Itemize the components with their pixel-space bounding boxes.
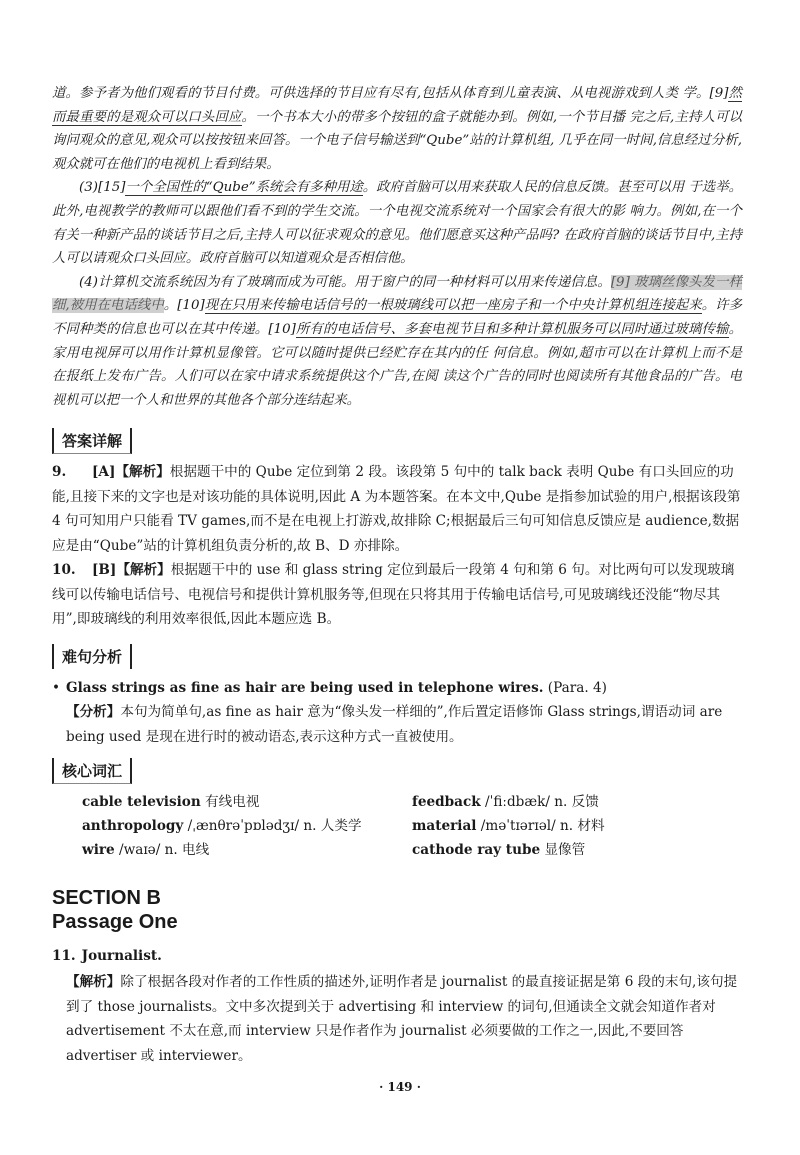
highlighted-sentence: [9] 玻璃丝像头发	[610, 274, 716, 290]
translation-paragraph-4: (4)计算机交流系统因为有了玻璃而成为可能。用于窗户的同一种材料可以用来传递信息。[9] 玻璃丝像头发一样细,被用在电话线中。[10]现在只用来传输电话信号的一根玻璃线可以把一座房子和一个中央计算机组连接起来。许多不同种类的信息也可以在其中传递。[10]所有的电话信号、多套电视节目和多种计算机服务可以同时通过玻璃传输。家用电视屏可以用作计算机显像管。它可以随时提供已经贮存在其内的任 何信息。例如,超市可以在计算机上而不是在报纸上发布广告。人们可以在家中请求系统提供这个广告,在阅 读这个广告的同时也阅读所有其他食品的广告。电视机可以把一个人和世界的其他各个部分连结起来。	[52, 274, 743, 408]
underlined-sentence: 现在只用来传输电话信号的一根玻璃线可以把一座房子和一个中央	[204, 298, 595, 314]
answer-explanation: 根据题干中的 use 和 glass string 定位到最后一段第 4 句和第 6 句。对比两句可以发现玻璃线可以传输电话信号、电视信号和提供计算机服务等,但现在只将其用于传输电话信号,可见玻璃线还没能“物尽其用”,即玻璃线的利用效率很低,因此本题应选 B。	[52, 562, 735, 627]
translation-block	[52, 82, 742, 412]
answer-11-explanation: 【解析】除了根据各段对作者的工作性质的描述外,证明作者是 journalist 的最直接证据是第 6 段的末句,该句提到了 those journalists。文中多次提到关于 advertising 和 interview 的词句,但通读全文就会知道作者对 advertisement 不太在意,而 interview 只是作者作为 journalist 必须要做的工作之一,因此,不要回答 advertiser 或 interviewer。	[66, 974, 738, 1064]
underlined-sentence: 计算机组连接起来	[594, 298, 702, 314]
answer-item-10: 10. [B]【解析】根据题干中的 use 和 glass string 定位到最后一段第 4 句和第 6 句。对比两句可以发现玻璃线可以传输电话信号、电视信号和提供计算机服务等,但现在只将其用于传输电话信号,可见玻璃线还没能“物尽其用”,即玻璃线的利用效率很低,因此本题应选 B。	[52, 558, 742, 632]
difficult-sentence: • Glass strings as fine as hair are being used in telephone wires. (Para. 4)	[52, 680, 607, 696]
answer-item-9: 9. [A]【解析】根据题干中的 Qube 定位到第 2 段。该段第 5 句中的 talk back 表明 Qube 有口头回应的功能,且接下来的文字也是对该功能的具体说明,因此 A 为本题答案。在本文中,Qube 是指参加试验的用户,根据该段第 4 句可知用户只能看 TV games,而不是在电视上打游戏,故排除 C;根据最后三句可知信息反馈应是 audience,数据应是由“Qube”站的计算机组负责分析的,故 B、D 亦排除。	[52, 460, 742, 558]
section-b-heading: SECTION B	[52, 887, 161, 909]
answer-item-11: 11. Journalist.	[52, 948, 162, 964]
vocab-table	[82, 790, 722, 862]
vocab-row: wire /waɪə/ n. 电线 cathode ray tube 显像管	[82, 842, 586, 858]
answer-explanation: 根据题干中的 Qube 定位到第 2 段。该段第 5 句中的 talk back 表明 Qube 有口头回应的功能,且接下来的文字也是对该功能的具体说明,因此 A 为本题答案。在本文中,Qube 是指参加试验的用户,根据该段第 4 句可知用户只能看 TV games,而不是在电视上打游戏,故排除 C;根据最后三句可知信息反馈应是 audience,数据应是由“Qube”站的计算机组负责分析的,故 B、D 亦排除。	[52, 464, 741, 554]
page-number: · 149 ·	[379, 1080, 421, 1094]
underlined-sentence: 所有的电话信号、多套电视节目和多种计	[295, 321, 540, 337]
answers-section-title: 答案详解	[52, 428, 132, 454]
vocab-row: anthropology /ˌænθrəˈpɒlədʒɪ/ n. 人类学 material /məˈtɪərɪəl/ n. 材料	[82, 818, 605, 834]
translation-paragraph-2: 道。参予者为他们观看的节目付费。可供选择的节目应有尽有,包括从体育到儿童表演、从电视游戏到人类 学。[9]然而最重要的是观众可以口头回应。一个书本大小的带多个按钮的盒子就能办到。例如,一个节目播 完之后,主持人可以询问观众的意见,观众可以按按钮来回答。一个电子信号输送到“Qube”站的计算机组, 几乎在同一时间,信息经过分析,观众就可在他们的电视机上看到结果。	[52, 86, 743, 172]
difficult-analysis: 【分析】本句为简单句,as fine as hair 意为“像头发一样细的”,作后置定语修饰 Glass strings,谓语动词 are being used 是现在进行时的被动语态,表示这种方式一直被使用。	[66, 704, 723, 745]
vocab-section-title: 核心词汇	[52, 758, 132, 784]
question-number: 9.	[52, 464, 67, 480]
passage-one-heading: Passage One	[52, 911, 178, 933]
highlighted-sentence: 一样细,被用在电话线中	[52, 274, 743, 314]
translation-paragraph-3: (3)[15]一个全国性的“Qube”系统会有多种用途。政府首脑可以用来获取人民的信息反馈。甚至可以用 于选举。此外,电视教学的教师可以跟他们看不到的学生交流。一个电视交流系统对一个国家会有很大的影 响力。例如,在一个有关一种新产品的谈话节目之后,主持人可以征求观众的意见。他们愿意买这种产品吗? 在政府首脑的谈话节目中,主持人可以请观众口头回应。政府首脑可以知道观众是否相信他。	[52, 180, 743, 267]
underlined-sentence: 一个全国性的“Qube”系统会有多种用途	[125, 180, 363, 196]
question-number: 10.	[52, 562, 76, 578]
underlined-sentence: 算机服务可以同时通过玻璃传输	[539, 321, 729, 337]
vocab-row: cable television 有线电视 feedback /ˈfiːdbæk/ n. 反馈	[82, 794, 599, 810]
underlined-sentence: 然而最重要的是观众可以口头回应	[52, 86, 743, 125]
difficult-section-title: 难句分析	[52, 644, 132, 669]
